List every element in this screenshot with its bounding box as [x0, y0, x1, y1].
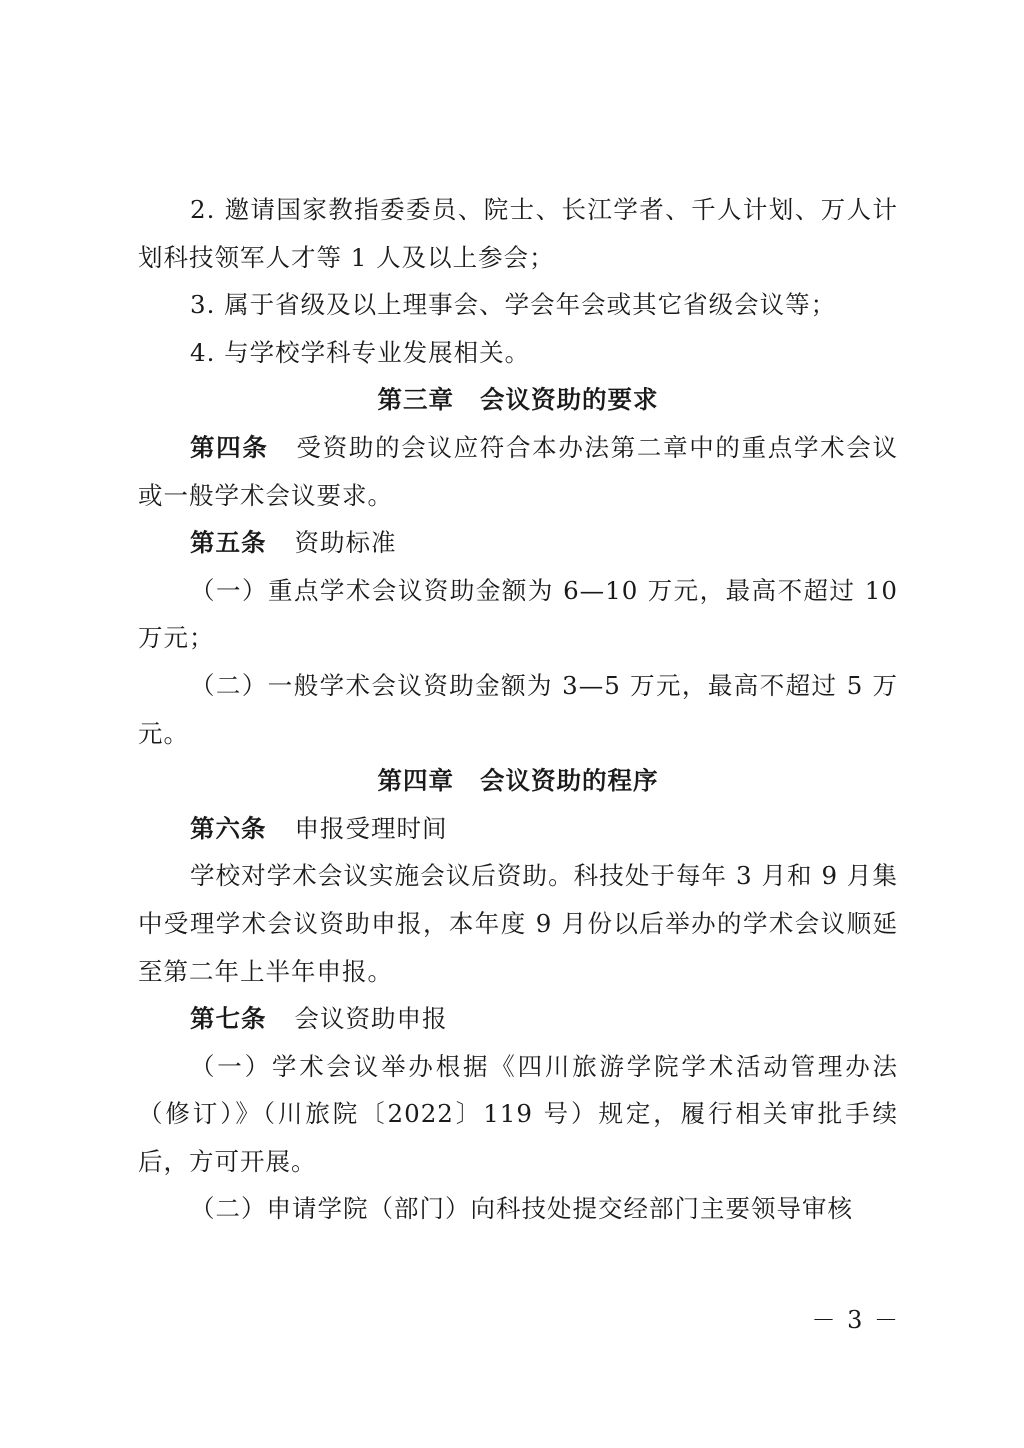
- article-5-label: 第五条: [190, 528, 267, 558]
- article-6-label: 第六条: [190, 813, 267, 843]
- article-6: [138, 805, 898, 853]
- paragraph-item-4: 4. 与学校学科专业发展相关。: [190, 337, 531, 367]
- article-5: [138, 519, 898, 567]
- article-4-label: 第四条: [190, 432, 269, 462]
- chapter-4-heading: [138, 757, 898, 805]
- article-5-item-1: （一）重点学术会议资助金额为 6—10 万元，最高不超过 10 万元；: [138, 575, 898, 653]
- article-4: [138, 424, 898, 519]
- chapter-4-title: 会议资助的程序: [480, 766, 659, 796]
- article-5-item-2: （二）一般学术会议资助金额为 3—5 万元，最高不超过 5 万元。: [138, 670, 898, 748]
- chapter-3-title: 会议资助的要求: [480, 385, 659, 415]
- chapter-3-heading: [138, 376, 898, 424]
- paragraph-item-2: 2. 邀请国家教指委委员、院士、长江学者、千人计划、万人计划科技领军人才等 1 人及以上参会；: [138, 195, 898, 272]
- chapter-4-number: 第四章: [377, 766, 454, 796]
- article-6-body: 学校对学术会议实施会议后资助。科技处于每年 3 月和 9 月集中受理学术会议资助申报，本年度 9 月份以后举办的学术会议顺延至第二年上半年申报。: [138, 861, 898, 986]
- chapter-3-number: 第三章: [377, 385, 454, 415]
- document-body: [138, 186, 898, 1233]
- article-6-text: 申报受理时间: [294, 813, 448, 843]
- page-number: － 3 －: [811, 1306, 900, 1334]
- article-4-text: 受资助的会议应符合本办法第二章中的重点学术会议或一般学术会议要求。: [138, 432, 899, 510]
- article-5-text: 资助标准: [294, 528, 397, 558]
- article-7-item-2: （二）申请学院（部门）向科技处提交经部门主要领导审核: [190, 1194, 853, 1224]
- article-7-item-1: （一）学术会议举办根据《四川旅游学院学术活动管理办法（修订）》（川旅院〔2022〕119 号）规定，履行相关审批手续后，方可开展。: [138, 1051, 898, 1176]
- article-7-label: 第七条: [190, 1004, 267, 1034]
- paragraph-item-3: 3. 属于省级及以上理事会、学会年会或其它省级会议等；: [190, 290, 837, 320]
- article-7-text: 会议资助申报: [294, 1004, 448, 1034]
- article-7: [138, 995, 898, 1043]
